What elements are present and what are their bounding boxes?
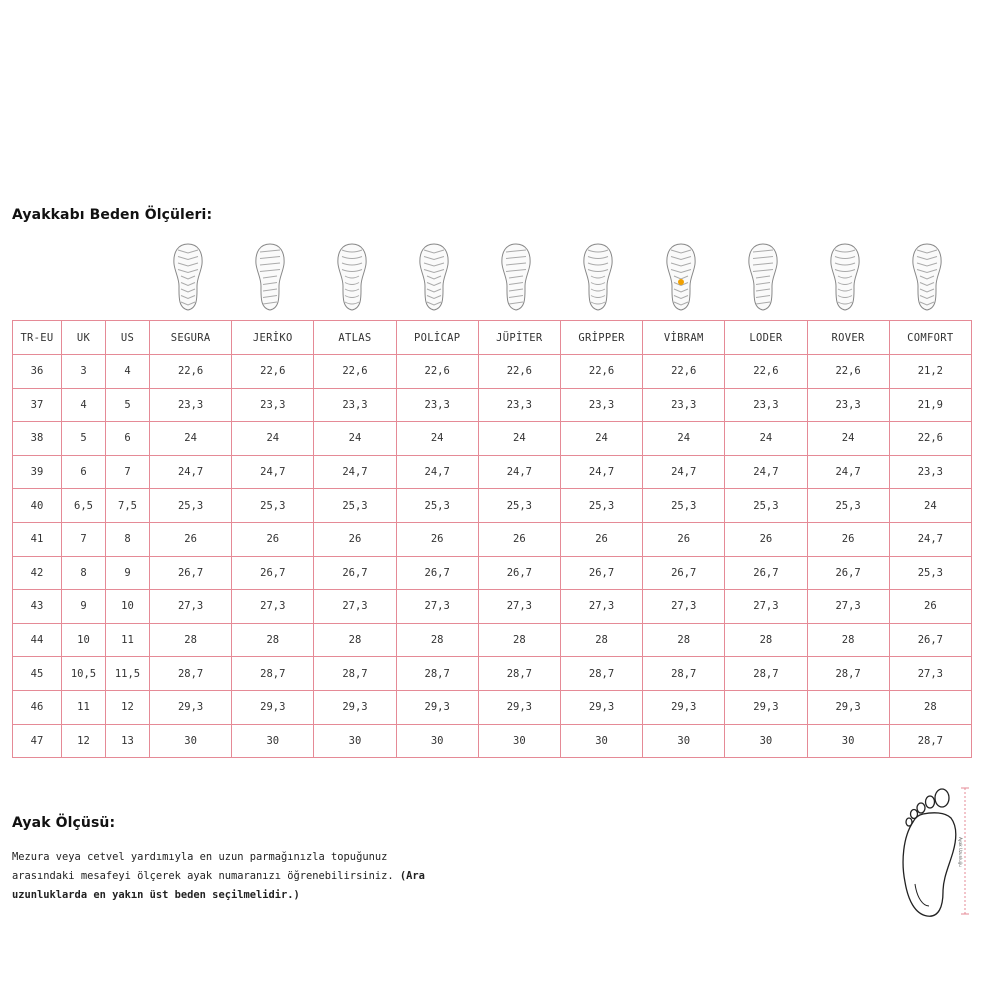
table-cell: 24: [725, 422, 807, 456]
table-row: [13, 690, 972, 724]
table-cell: 28: [889, 690, 971, 724]
foot-measure-description: [12, 848, 452, 905]
table-cell: 22,6: [478, 355, 560, 389]
table-cell: 10: [62, 623, 106, 657]
table-cell: 24: [478, 422, 560, 456]
column-header: ATLAS: [314, 321, 396, 355]
comfort-sole-icon: [909, 242, 945, 312]
table-cell: 9: [62, 590, 106, 624]
table-cell: 27,3: [150, 590, 232, 624]
table-cell: 45: [13, 657, 62, 691]
table-cell: 23,3: [396, 388, 478, 422]
table-cell: 22,6: [232, 355, 314, 389]
table-cell: 25,3: [889, 556, 971, 590]
table-cell: 24,7: [314, 455, 396, 489]
table-cell: 26,7: [889, 623, 971, 657]
table-cell: 26,7: [725, 556, 807, 590]
table-cell: 30: [478, 724, 560, 758]
table-cell: 30: [150, 724, 232, 758]
table-cell: 24: [232, 422, 314, 456]
size-chart-table: [12, 320, 972, 758]
table-cell: 11: [62, 690, 106, 724]
table-cell: 40: [13, 489, 62, 523]
table-cell: 23,3: [889, 455, 971, 489]
loder-sole-icon: [745, 242, 781, 312]
table-cell: 24,7: [560, 455, 642, 489]
column-header: COMFORT: [889, 321, 971, 355]
table-cell: 24,7: [150, 455, 232, 489]
table-cell: 25,3: [560, 489, 642, 523]
column-header: UK: [62, 321, 106, 355]
table-row: [13, 388, 972, 422]
table-cell: 27,3: [478, 590, 560, 624]
rover-sole-icon: [827, 242, 863, 312]
table-cell: 4: [62, 388, 106, 422]
table-cell: 29,3: [150, 690, 232, 724]
table-cell: 22,6: [889, 422, 971, 456]
column-header: ROVER: [807, 321, 889, 355]
table-cell: 23,3: [643, 388, 725, 422]
table-cell: 3: [62, 355, 106, 389]
table-cell: 27,3: [725, 590, 807, 624]
table-cell: 24: [889, 489, 971, 523]
table-cell: 11,5: [106, 657, 150, 691]
foot-outline-icon: [893, 782, 973, 922]
table-cell: 26: [232, 522, 314, 556]
table-cell: 24,7: [807, 455, 889, 489]
table-row: [13, 657, 972, 691]
table-cell: 6,5: [62, 489, 106, 523]
table-cell: 26,7: [560, 556, 642, 590]
table-cell: 26: [807, 522, 889, 556]
table-cell: 26: [150, 522, 232, 556]
gripper-sole-icon: [580, 242, 616, 312]
table-cell: 28: [396, 623, 478, 657]
table-cell: 24: [150, 422, 232, 456]
foot-length-label: Ayak Uzunluğu: [958, 837, 963, 867]
table-cell: 41: [13, 522, 62, 556]
table-cell: 28: [314, 623, 396, 657]
table-cell: 44: [13, 623, 62, 657]
table-cell: 7,5: [106, 489, 150, 523]
table-cell: 4: [106, 355, 150, 389]
table-cell: 22,6: [150, 355, 232, 389]
table-cell: 24: [396, 422, 478, 456]
table-cell: 7: [106, 455, 150, 489]
table-cell: 27,3: [889, 657, 971, 691]
table-cell: 30: [232, 724, 314, 758]
table-cell: 25,3: [725, 489, 807, 523]
table-cell: 27,3: [807, 590, 889, 624]
table-cell: 29,3: [232, 690, 314, 724]
table-cell: 29,3: [807, 690, 889, 724]
table-cell: 30: [807, 724, 889, 758]
table-cell: 28: [725, 623, 807, 657]
table-cell: 8: [62, 556, 106, 590]
table-cell: 25,3: [478, 489, 560, 523]
table-cell: 29,3: [560, 690, 642, 724]
policap-sole-icon: [416, 242, 452, 312]
table-cell: 30: [725, 724, 807, 758]
table-cell: 46: [13, 690, 62, 724]
table-cell: 24,7: [643, 455, 725, 489]
table-cell: 12: [106, 690, 150, 724]
table-cell: 26,7: [314, 556, 396, 590]
table-cell: 23,3: [725, 388, 807, 422]
table-cell: 30: [314, 724, 396, 758]
table-cell: 5: [106, 388, 150, 422]
column-header: POLİCAP: [396, 321, 478, 355]
table-row: [13, 355, 972, 389]
table-cell: 10: [106, 590, 150, 624]
column-header: GRİPPER: [560, 321, 642, 355]
table-row: [13, 422, 972, 456]
segura-sole-icon: [170, 242, 206, 312]
table-cell: 28,7: [150, 657, 232, 691]
table-cell: 27,3: [314, 590, 396, 624]
table-cell: 22,6: [725, 355, 807, 389]
table-cell: 24: [807, 422, 889, 456]
table-cell: 21,9: [889, 388, 971, 422]
table-cell: 29,3: [314, 690, 396, 724]
table-cell: 9: [106, 556, 150, 590]
table-cell: 24,7: [478, 455, 560, 489]
column-header: VİBRAM: [643, 321, 725, 355]
table-cell: 28,7: [396, 657, 478, 691]
table-cell: 28,7: [725, 657, 807, 691]
table-cell: 28: [560, 623, 642, 657]
table-cell: 24: [560, 422, 642, 456]
table-cell: 24,7: [232, 455, 314, 489]
table-cell: 28: [807, 623, 889, 657]
table-cell: 25,3: [643, 489, 725, 523]
table-cell: 23,3: [232, 388, 314, 422]
table-cell: 26: [314, 522, 396, 556]
atlas-sole-icon: [334, 242, 370, 312]
table-cell: 24,7: [396, 455, 478, 489]
page-title: Ayakkabı Beden Ölçüleri:: [12, 207, 213, 223]
description-bold-note: (Ara uzunluklarda en yakın üst beden seçilmelidir.): [12, 870, 425, 901]
table-cell: 27,3: [396, 590, 478, 624]
table-cell: 28,7: [232, 657, 314, 691]
table-cell: 26,7: [478, 556, 560, 590]
table-cell: 36: [13, 355, 62, 389]
table-cell: 26: [560, 522, 642, 556]
table-cell: 6: [62, 455, 106, 489]
table-cell: 42: [13, 556, 62, 590]
table-cell: 11: [106, 623, 150, 657]
table-cell: 26,7: [150, 556, 232, 590]
table-cell: 26: [396, 522, 478, 556]
table-row: [13, 556, 972, 590]
table-body: [13, 355, 972, 758]
table-cell: 28,7: [643, 657, 725, 691]
column-header: SEGURA: [150, 321, 232, 355]
vibram-sole-icon: [663, 242, 699, 312]
description-text: Mezura veya cetvel yardımıyla en uzun parmağınızla topuğunuz arasındaki mesafeyi ölçerek ayak numaranızı öğrenebilirsiniz.: [12, 851, 394, 882]
table-cell: 25,3: [150, 489, 232, 523]
table-cell: 28,7: [478, 657, 560, 691]
table-cell: 29,3: [643, 690, 725, 724]
table-cell: 22,6: [643, 355, 725, 389]
table-cell: 22,6: [396, 355, 478, 389]
table-cell: 25,3: [807, 489, 889, 523]
table-cell: 8: [106, 522, 150, 556]
table-cell: 28,7: [807, 657, 889, 691]
table-cell: 26,7: [396, 556, 478, 590]
table-cell: 29,3: [725, 690, 807, 724]
table-cell: 27,3: [643, 590, 725, 624]
table-cell: 28: [643, 623, 725, 657]
table-row: [13, 522, 972, 556]
jupiter-sole-icon: [498, 242, 534, 312]
jeriko-sole-icon: [252, 242, 288, 312]
table-cell: 39: [13, 455, 62, 489]
table-cell: 30: [560, 724, 642, 758]
column-header: JÜPİTER: [478, 321, 560, 355]
table-row: [13, 623, 972, 657]
table-cell: 29,3: [478, 690, 560, 724]
table-cell: 10,5: [62, 657, 106, 691]
table-cell: 28: [150, 623, 232, 657]
table-cell: 38: [13, 422, 62, 456]
table-row: [13, 455, 972, 489]
table-cell: 26: [889, 590, 971, 624]
table-cell: 21,2: [889, 355, 971, 389]
table-cell: 24,7: [725, 455, 807, 489]
sole-icons-row: [148, 242, 972, 314]
column-header: LODER: [725, 321, 807, 355]
table-cell: 23,3: [314, 388, 396, 422]
foot-section-title: Ayak Ölçüsü:: [12, 815, 116, 831]
table-cell: 29,3: [396, 690, 478, 724]
table-cell: 47: [13, 724, 62, 758]
table-cell: 23,3: [560, 388, 642, 422]
column-header: US: [106, 321, 150, 355]
table-cell: 26: [643, 522, 725, 556]
table-cell: 25,3: [232, 489, 314, 523]
table-cell: 28,7: [560, 657, 642, 691]
column-header: JERİKO: [232, 321, 314, 355]
table-cell: 22,6: [807, 355, 889, 389]
table-cell: 27,3: [232, 590, 314, 624]
table-cell: 30: [643, 724, 725, 758]
table-cell: 28,7: [314, 657, 396, 691]
table-cell: 37: [13, 388, 62, 422]
table-cell: 30: [396, 724, 478, 758]
table-cell: 25,3: [396, 489, 478, 523]
table-cell: 26,7: [232, 556, 314, 590]
table-cell: 6: [106, 422, 150, 456]
table-cell: 27,3: [560, 590, 642, 624]
table-cell: 24: [643, 422, 725, 456]
table-cell: 13: [106, 724, 150, 758]
table-cell: 43: [13, 590, 62, 624]
table-cell: 24,7: [889, 522, 971, 556]
table-cell: 5: [62, 422, 106, 456]
table-cell: 26: [478, 522, 560, 556]
table-cell: 28: [232, 623, 314, 657]
table-cell: 25,3: [314, 489, 396, 523]
table-cell: 23,3: [150, 388, 232, 422]
table-cell: 26,7: [807, 556, 889, 590]
table-cell: 12: [62, 724, 106, 758]
table-cell: 23,3: [807, 388, 889, 422]
table-cell: 24: [314, 422, 396, 456]
table-cell: 26: [725, 522, 807, 556]
table-cell: 23,3: [478, 388, 560, 422]
table-cell: 22,6: [314, 355, 396, 389]
table-cell: 7: [62, 522, 106, 556]
table-cell: 28: [478, 623, 560, 657]
table-cell: 26,7: [643, 556, 725, 590]
table-row: [13, 590, 972, 624]
table-cell: 28,7: [889, 724, 971, 758]
table-row: [13, 489, 972, 523]
table-row: [13, 724, 972, 758]
column-header: TR-EU: [13, 321, 62, 355]
table-cell: 22,6: [560, 355, 642, 389]
table-header-row: [13, 321, 972, 355]
